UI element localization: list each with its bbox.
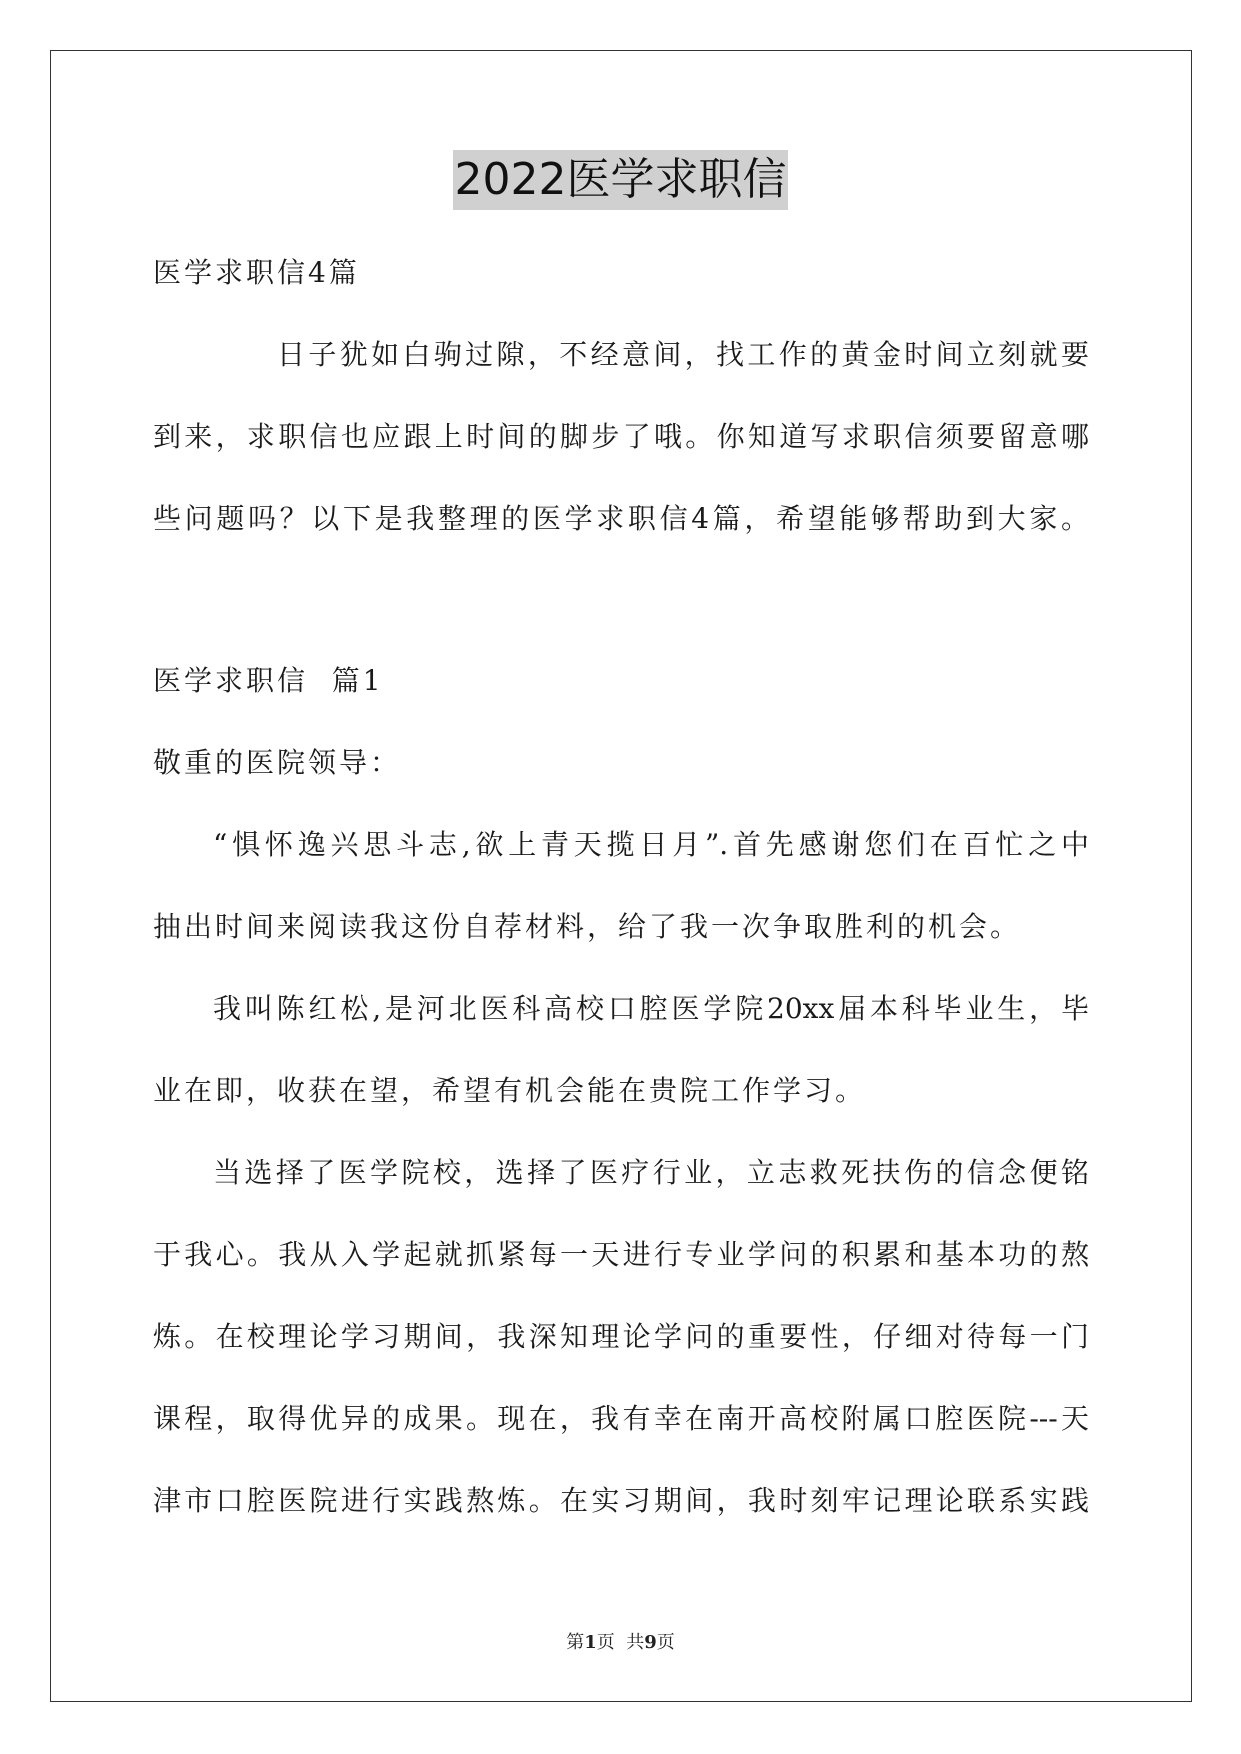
paragraph1-line-2: 抽出时间来阅读我这份自荐材料，给了我一次争取胜利的机会。 xyxy=(153,910,1022,943)
paragraph3-line-3: 炼。在校理论学习期间，我深知理论学问的重要性，仔细对待每一门 xyxy=(153,1320,1089,1353)
spacer xyxy=(153,560,1089,640)
document-title: 2022医学求职信 xyxy=(453,150,789,210)
paragraph2-line-2: 业在即，收获在望，希望有机会能在贵院工作学习。 xyxy=(153,1074,867,1107)
footer-total-pages: 9 xyxy=(644,1632,657,1653)
paragraph3-line-1: 当选择了医学院校，选择了医疗行业，立志救死扶伤的信念便铭 xyxy=(213,1156,1089,1189)
footer-middle: 页 共 xyxy=(596,1632,645,1653)
footer-page-number: 1 xyxy=(584,1632,597,1653)
intro-line-1: 日子犹如白驹过隙，不经意间，找工作的黄金时间立刻就要 xyxy=(277,338,1089,371)
document-body xyxy=(153,232,1089,1542)
paragraph1-line-1: “惧怀逸兴思斗志,欲上青天揽日月”.首先感谢您们在百忙之中 xyxy=(213,828,1089,861)
paragraph3-line-5: 津市口腔医院进行实践熬炼。在实习期间，我时刻牢记理论联系实践 xyxy=(153,1484,1089,1517)
paragraph3-line-4: 课程，取得优异的成果。现在，我有幸在南开高校附属口腔医院---天 xyxy=(153,1402,1089,1435)
document-subtitle: 医学求职信4篇 xyxy=(153,256,360,289)
salutation: 敬重的医院领导： xyxy=(153,746,402,779)
footer-prefix: 第 xyxy=(566,1632,585,1653)
intro-line-2: 到来，求职信也应跟上时间的脚步了哦。你知道写求职信须要留意哪 xyxy=(153,420,1089,453)
paragraph3-line-2: 于我心。我从入学起就抓紧每一天进行专业学问的积累和基本功的熬 xyxy=(153,1238,1089,1271)
section-heading: 医学求职信 篇1 xyxy=(153,664,384,697)
intro-line-3: 些问题吗？以下是我整理的医学求职信4篇，希望能够帮助到大家。 xyxy=(153,502,1089,535)
page-footer xyxy=(0,1628,1241,1654)
title-container xyxy=(0,150,1241,210)
paragraph2-line-1: 我叫陈红松,是河北医科高校口腔医学院20xx届本科毕业生，毕 xyxy=(213,992,1089,1025)
footer-suffix: 页 xyxy=(656,1632,675,1653)
